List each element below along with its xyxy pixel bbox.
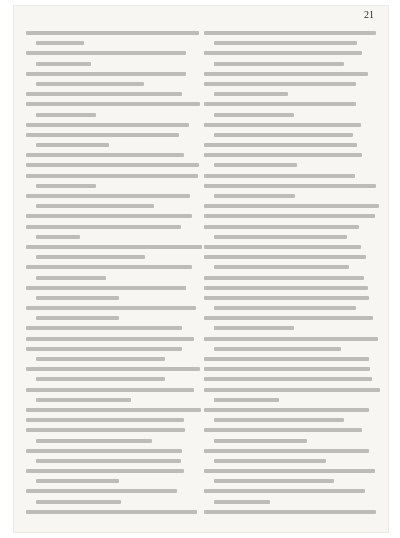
entry-line [204, 48, 380, 58]
entry-line [204, 140, 380, 150]
entry-line [204, 273, 380, 283]
entry-continuation [204, 344, 380, 354]
illegible-text [36, 143, 109, 147]
entry-continuation [204, 323, 380, 333]
illegible-text [214, 92, 288, 96]
illegible-text [36, 316, 119, 320]
entry-line [26, 466, 202, 476]
illegible-text [26, 469, 184, 473]
illegible-text [204, 184, 376, 188]
illegible-text [214, 479, 334, 483]
entry-line [26, 89, 202, 99]
left-column [26, 28, 202, 517]
entry-line [26, 385, 202, 395]
illegible-text [36, 62, 91, 66]
entry-continuation [26, 79, 202, 89]
illegible-text [36, 459, 181, 463]
illegible-text [214, 326, 294, 330]
illegible-text [26, 367, 200, 371]
entry-line [204, 385, 380, 395]
entry-line [204, 507, 380, 517]
illegible-text [26, 92, 182, 96]
entry-continuation [204, 130, 380, 140]
illegible-text [26, 163, 199, 167]
illegible-text [26, 225, 181, 229]
illegible-text [36, 439, 152, 443]
entry-line [204, 334, 380, 344]
entry-line [204, 405, 380, 415]
illegible-text [204, 102, 356, 106]
illegible-text [204, 153, 362, 157]
entry-continuation [26, 273, 202, 283]
entry-line [26, 99, 202, 109]
illegible-text [214, 133, 353, 137]
right-column [204, 28, 380, 517]
entry-line [204, 486, 380, 496]
entry-continuation [204, 476, 380, 486]
entry-line [26, 334, 202, 344]
entry-line [204, 252, 380, 262]
illegible-text [26, 265, 192, 269]
entry-continuation [204, 415, 380, 425]
illegible-text [204, 245, 361, 249]
entry-continuation [26, 252, 202, 262]
illegible-text [204, 72, 368, 76]
illegible-text [204, 296, 369, 300]
entry-line [204, 374, 380, 384]
illegible-text [26, 102, 200, 106]
entry-continuation [26, 201, 202, 211]
entry-line [26, 171, 202, 181]
illegible-text [26, 306, 196, 310]
illegible-text [214, 235, 347, 239]
illegible-text [26, 286, 186, 290]
entry-continuation [26, 354, 202, 364]
entry-line [204, 283, 380, 293]
illegible-text [204, 31, 376, 35]
entry-continuation [26, 476, 202, 486]
illegible-text [26, 326, 182, 330]
illegible-text [36, 235, 80, 239]
illegible-text [204, 367, 370, 371]
entry-continuation [204, 436, 380, 446]
illegible-text [36, 41, 84, 45]
illegible-text [26, 194, 190, 198]
entry-line [26, 242, 202, 252]
entry-line [204, 211, 380, 221]
scanned-page [14, 6, 388, 532]
entry-line [204, 150, 380, 160]
illegible-text [214, 62, 344, 66]
illegible-text [214, 439, 307, 443]
illegible-text [214, 194, 295, 198]
entry-continuation [204, 110, 380, 120]
entry-line [26, 303, 202, 313]
entry-line [26, 344, 202, 354]
illegible-text [36, 296, 119, 300]
entry-continuation [204, 191, 380, 201]
entry-line [26, 283, 202, 293]
illegible-text [36, 204, 154, 208]
illegible-text [204, 276, 364, 280]
illegible-text [204, 286, 368, 290]
entry-line [26, 364, 202, 374]
illegible-text [26, 31, 199, 35]
illegible-text [214, 459, 326, 463]
entry-line [26, 507, 202, 517]
illegible-text [36, 184, 96, 188]
entry-line [26, 262, 202, 272]
illegible-text [204, 408, 369, 412]
entry-line [204, 466, 380, 476]
illegible-text [36, 479, 119, 483]
entry-line [26, 425, 202, 435]
entry-continuation [26, 110, 202, 120]
entry-continuation [26, 313, 202, 323]
illegible-text [36, 398, 131, 402]
entry-line [26, 69, 202, 79]
entry-line [204, 99, 380, 109]
illegible-text [214, 398, 279, 402]
illegible-text [26, 510, 197, 514]
entry-line [204, 222, 380, 232]
illegible-text [36, 255, 145, 259]
entry-continuation [26, 38, 202, 48]
illegible-text [26, 72, 186, 76]
illegible-text [204, 143, 357, 147]
entry-continuation [204, 59, 380, 69]
entry-continuation [204, 38, 380, 48]
entry-continuation [26, 497, 202, 507]
illegible-text [26, 51, 186, 55]
entry-line [26, 486, 202, 496]
illegible-text [26, 418, 184, 422]
illegible-text [36, 500, 121, 504]
illegible-text [204, 449, 369, 453]
illegible-text [26, 123, 189, 127]
illegible-text [204, 174, 355, 178]
illegible-text [26, 449, 182, 453]
illegible-text [26, 337, 194, 341]
entry-line [204, 181, 380, 191]
entry-continuation [204, 160, 380, 170]
illegible-text [204, 316, 373, 320]
entry-continuation [26, 140, 202, 150]
entry-continuation [204, 497, 380, 507]
illegible-text [26, 388, 194, 392]
illegible-text [204, 489, 365, 493]
entry-line [204, 293, 380, 303]
entry-line [26, 405, 202, 415]
entry-continuation [26, 395, 202, 405]
entry-line [204, 242, 380, 252]
illegible-text [36, 377, 165, 381]
illegible-text [204, 337, 378, 341]
entry-line [204, 28, 380, 38]
entry-line [26, 415, 202, 425]
illegible-text [204, 255, 366, 259]
entry-line [204, 354, 380, 364]
illegible-text [204, 377, 372, 381]
illegible-text [214, 500, 270, 504]
illegible-text [204, 225, 359, 229]
entry-line [26, 191, 202, 201]
entry-line [26, 28, 202, 38]
entry-line [26, 130, 202, 140]
entry-line [26, 48, 202, 58]
illegible-text [214, 113, 294, 117]
entry-line [26, 446, 202, 456]
entry-line [204, 364, 380, 374]
entry-continuation [204, 395, 380, 405]
entry-line [26, 120, 202, 130]
entry-line [204, 69, 380, 79]
entry-line [204, 313, 380, 323]
illegible-text [36, 357, 165, 361]
illegible-text [204, 204, 379, 208]
entry-line [26, 323, 202, 333]
entry-continuation [26, 181, 202, 191]
illegible-text [26, 153, 184, 157]
illegible-text [214, 163, 297, 167]
entry-continuation [204, 303, 380, 313]
illegible-text [36, 276, 106, 280]
illegible-text [214, 265, 349, 269]
illegible-text [26, 347, 182, 351]
illegible-text [204, 214, 375, 218]
illegible-text [204, 51, 362, 55]
entry-line [204, 171, 380, 181]
entry-continuation [26, 59, 202, 69]
entry-continuation [26, 232, 202, 242]
illegible-text [26, 428, 185, 432]
entry-continuation [204, 232, 380, 242]
entry-continuation [26, 456, 202, 466]
illegible-text [214, 347, 341, 351]
illegible-text [26, 245, 202, 249]
illegible-text [214, 418, 344, 422]
illegible-text [36, 113, 96, 117]
illegible-text [204, 428, 362, 432]
illegible-text [214, 306, 356, 310]
illegible-text [26, 408, 201, 412]
entry-continuation [204, 89, 380, 99]
entry-continuation [26, 436, 202, 446]
illegible-text [204, 357, 369, 361]
entry-line [204, 446, 380, 456]
illegible-text [204, 510, 376, 514]
entry-continuation [26, 374, 202, 384]
entry-line [26, 150, 202, 160]
entry-continuation [26, 293, 202, 303]
illegible-text [26, 489, 177, 493]
entry-line [204, 201, 380, 211]
entry-line [204, 120, 380, 130]
entry-line [26, 160, 202, 170]
illegible-text [26, 174, 198, 178]
entry-line [26, 222, 202, 232]
illegible-text [26, 133, 179, 137]
page-number: 21 [364, 10, 374, 21]
illegible-text [204, 82, 356, 86]
entry-continuation [204, 262, 380, 272]
entry-continuation [204, 456, 380, 466]
illegible-text [204, 388, 380, 392]
illegible-text [36, 82, 144, 86]
illegible-text [204, 123, 361, 127]
entry-line [26, 211, 202, 221]
illegible-text [214, 41, 357, 45]
illegible-text [204, 469, 375, 473]
entry-line [204, 79, 380, 89]
illegible-text [26, 214, 192, 218]
entry-line [204, 425, 380, 435]
